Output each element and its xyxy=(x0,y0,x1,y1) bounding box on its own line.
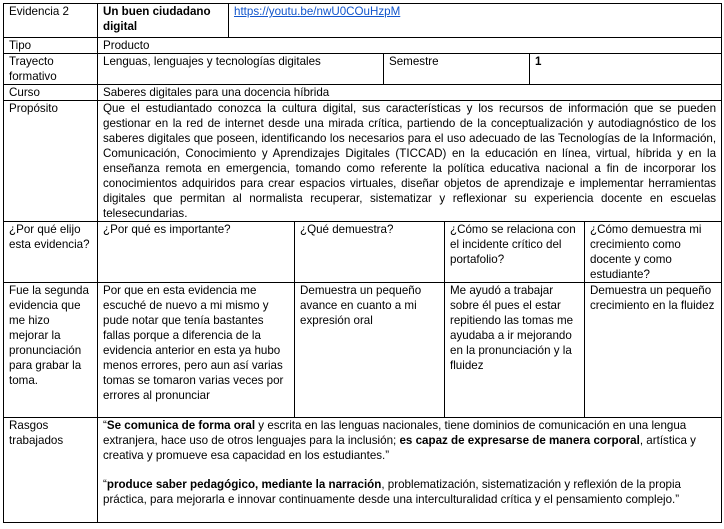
answer-what-shows: Demuestra un pequeño avance en cuanto a mi expresión oral xyxy=(295,283,445,418)
semestre-label: Semestre xyxy=(384,54,530,85)
trayecto-value: Lenguas, lenguajes y tecnologías digitales xyxy=(98,54,384,85)
proposito-text: Que el estudiantado conozca la cultura digital, sus características y los recursos de información que se pueden gestionar en la red de internet desde una mirada crítica, partiendo de la conceptualización y autodiagnóstico de los saberes digitales que poseen, identificando los necesarios para el uso adecuado de las Tecnologías de la Información, Comunicación, Conocimiento y Aprendizajes Digitales (TICCAD) en la educación en línea, virtual, híbrida y en la enseñanza remota en emergencia, tomando como referente la política educativa nacional a fin de incorporar los conocimientos adquiridos para crear espacios virtuales, diseñar objetos de aprendizaje e implementar herramientas digitales que permitan al normalista recuperar, sistematizar y reflexionar su experiencia docente en escuelas telesecundarias. xyxy=(98,101,722,222)
curso-value: Saberes digitales para una docencia híbrida xyxy=(98,85,722,101)
answer-relation-incident: Me ayudó a trabajar sobre él pues el estar repitiendo las tomas me ayudaba a ir mejorando en la pronunciación y la fluidez xyxy=(445,283,585,418)
semestre-value: 1 xyxy=(530,54,722,85)
rasgo-paragraph-1: “Se comunica de forma oral y escrita en las lenguas nacionales, tiene dominios de comunicación en una lengua extranjera, hace uso de otros lenguajes para la inclusión; es capaz de expresarse de manera corporal, artística y creativa y promueve esa capacidad en los estudiantes.” xyxy=(103,419,696,462)
proposito-label: Propósito xyxy=(4,101,98,222)
rasgo-paragraph-2: “produce saber pedagógico, mediante la narración, problematización, sistematización y reflexión de la propia práctica, para mejorarla e innovar continuamente desde una interculturalidad crítica y el pensamiento complejo.” xyxy=(103,478,681,506)
tipo-value: Producto xyxy=(98,38,722,54)
trayecto-label: Trayecto formativo xyxy=(4,54,98,85)
evidence-label: Evidencia 2 xyxy=(4,4,98,38)
question-why-chosen: ¿Por qué elijo esta evidencia? xyxy=(4,222,98,283)
question-relation-incident: ¿Cómo se relaciona con el incidente crítico del portafolio? xyxy=(445,222,585,283)
question-growth: ¿Cómo demuestra mi crecimiento como docente y como estudiante? xyxy=(585,222,722,283)
evidence-title: Un buen ciudadano digital xyxy=(98,4,229,38)
question-why-important: ¿Por qué es importante? xyxy=(98,222,295,283)
tipo-label: Tipo xyxy=(4,38,98,54)
answer-why-important: Por que en esta evidencia me escuché de nuevo a mi mismo y pude notar que tenía bastantes fallas porque a diferencia de la evidencia anterior en esta ya hubo menos errores, pero aun así varias tomas se tomaron varias veces por errores al pronunciar xyxy=(98,283,295,418)
rasgos-content xyxy=(98,418,722,523)
answer-why-chosen: Fue la segunda evidencia que me hizo mejorar la pronunciación para grabar la toma. xyxy=(4,283,98,418)
question-what-shows: ¿Qué demuestra? xyxy=(295,222,445,283)
video-link[interactable]: https://youtu.be/nwU0COuHzpM xyxy=(234,5,401,18)
curso-label: Curso xyxy=(4,85,98,101)
answer-growth: Demuestra un pequeño crecimiento en la fluidez xyxy=(585,283,722,418)
rasgos-label: Rasgos trabajados xyxy=(4,418,98,523)
evidence-table xyxy=(3,3,722,523)
